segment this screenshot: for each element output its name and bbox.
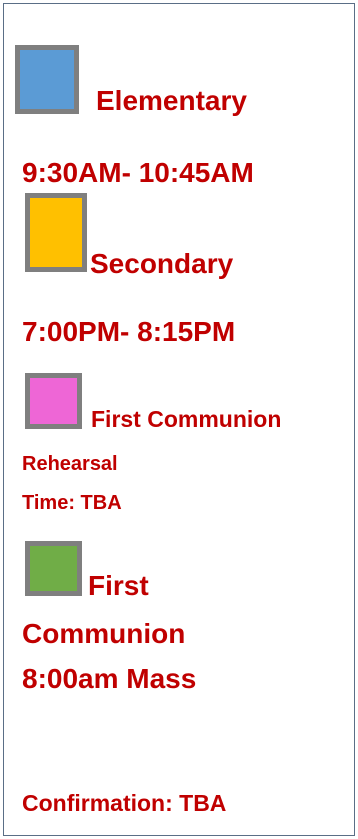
first-communion-rehearsal-label-line2: Rehearsal [22, 453, 118, 475]
first-communion-rehearsal-time: Time: TBA [22, 492, 122, 514]
secondary-time: 7:00PM- 8:15PM [22, 316, 236, 347]
elementary-color-swatch [15, 45, 79, 114]
elementary-label: Elementary [96, 85, 247, 116]
first-communion-rehearsal-label-line1: First Communion [91, 406, 282, 432]
first-communion-rehearsal-color-swatch [25, 373, 82, 429]
secondary-label: Secondary [90, 248, 234, 279]
schedule-legend [3, 3, 355, 836]
first-communion-color-swatch [25, 541, 82, 596]
first-communion-time: 8:00am Mass [22, 663, 197, 694]
elementary-time: 9:30AM- 10:45AM [22, 157, 254, 188]
secondary-color-swatch [25, 193, 87, 272]
confirmation-label: Confirmation: TBA [22, 790, 227, 816]
first-communion-label-line2: Communion [22, 618, 186, 649]
first-communion-label-line1: First [88, 570, 149, 601]
